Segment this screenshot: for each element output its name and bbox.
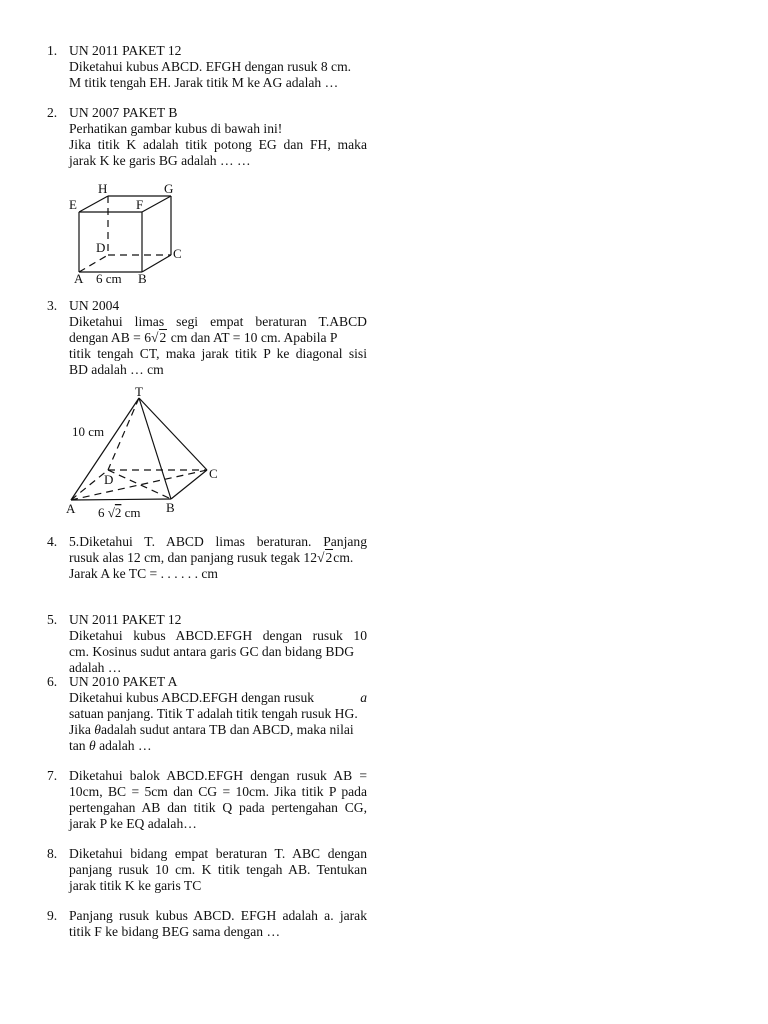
question-text: Perhatikan gambar kubus di bawah ini! (69, 121, 283, 136)
slant-length-label: 10 cm (72, 424, 105, 439)
question-text: Jika titik K adalah titik potong EG dan FH, maka (69, 137, 367, 152)
vertex-label-b: B (138, 271, 147, 286)
base-length-label: 6 √2 cm (98, 505, 141, 520)
question-text: adalah … (69, 660, 122, 675)
question-source: UN 2011 PAKET 12 (69, 43, 182, 58)
question-text: titik F ke bidang BEG sama dengan … (69, 924, 281, 939)
question-number: 9. (47, 908, 58, 923)
question-9 (47, 908, 367, 940)
question-text: dengan AB = 6√2 cm dan AT = 10 cm. Apabila P (69, 330, 338, 345)
vertex-label-c: C (209, 466, 218, 481)
question-text: Diketahui kubus ABCD.EFGH dengan rusuk a (69, 690, 367, 705)
question-text: satuan panjang. Titik T adalah titik tengah rusuk HG. (69, 706, 358, 721)
question-5 (47, 612, 367, 676)
question-source: UN 2010 PAKET A (69, 674, 178, 689)
question-number: 1. (47, 43, 58, 58)
question-number: 3. (47, 298, 58, 313)
question-text: Diketahui balok ABCD.EFGH dengan rusuk AB = (69, 768, 367, 783)
question-text: Jika θadalah sudut antara TB dan ABCD, maka nilai (69, 722, 354, 737)
question-text: pertengahan AB dan titik Q pada pertengahan CG, (69, 800, 367, 815)
edge-length-label: 6 cm (96, 271, 122, 286)
question-number: 2. (47, 105, 58, 120)
question-text: titik tengah CT, maka jarak titik P ke diagonal sisi (69, 346, 367, 361)
vertex-label-d: D (104, 472, 114, 487)
question-7 (47, 768, 367, 832)
question-4 (47, 534, 367, 582)
sqrt-expression: √2 (151, 330, 167, 345)
question-text: tan θ adalah … (69, 738, 152, 753)
question-text: panjang rusuk 10 cm. K titik tengah AB. Tentukan (69, 862, 367, 877)
question-text: cm. Kosinus sudut antara garis GC dan bidang BDG (69, 644, 355, 659)
question-text: 5.Diketahui T. ABCD limas beraturan. Panjang (69, 534, 367, 549)
question-text: jarak P ke EQ adalah… (69, 816, 197, 831)
vertex-label-a: A (66, 501, 76, 516)
question-6 (47, 674, 367, 754)
question-number: 8. (47, 846, 58, 861)
question-text: jarak K ke garis BG adalah … … (69, 153, 251, 168)
question-number: 7. (47, 768, 58, 783)
question-text: Diketahui limas segi empat beraturan T.ABCD (69, 314, 367, 329)
question-text: Diketahui kubus ABCD. EFGH dengan rusuk 8 cm. (69, 59, 352, 74)
question-source: UN 2007 PAKET B (69, 105, 178, 120)
question-text: rusuk alas 12 cm, dan panjang rusuk tegak 12√2cm. (69, 550, 354, 565)
question-text: jarak titik K ke garis TC (69, 878, 202, 893)
vertex-label-a: A (74, 271, 84, 286)
vertex-label-e: E (69, 197, 77, 212)
vertex-label-t: T (135, 384, 143, 399)
question-number: 5. (47, 612, 58, 627)
question-8 (47, 846, 367, 894)
vertex-label-g: G (164, 181, 174, 196)
vertex-label-b: B (166, 500, 175, 515)
sqrt-expression: √2 (317, 550, 333, 565)
question-text: Diketahui bidang empat beraturan T. ABC dengan (69, 846, 367, 861)
question-source: UN 2011 PAKET 12 (69, 612, 182, 627)
question-text: Diketahui kubus ABCD.EFGH dengan rusuk 10 (69, 628, 367, 643)
question-number: 4. (47, 534, 58, 549)
question-text: Panjang rusuk kubus ABCD. EFGH adalah a. jarak (69, 908, 367, 923)
question-number: 6. (47, 674, 58, 689)
question-source: UN 2004 (69, 298, 120, 313)
vertex-label-c: C (173, 246, 182, 261)
question-text: 10cm, BC = 5cm dan CG = 10cm. Jika titik P pada (69, 784, 367, 799)
question-text: M titik tengah EH. Jarak titik M ke AG adalah … (69, 75, 339, 90)
vertex-label-d: D (96, 240, 106, 255)
question-text: BD adalah … cm (69, 362, 164, 377)
vertex-label-f: F (136, 197, 144, 212)
vertex-label-h: H (98, 181, 108, 196)
question-text: Jarak A ke TC = . . . . . . cm (69, 566, 218, 581)
